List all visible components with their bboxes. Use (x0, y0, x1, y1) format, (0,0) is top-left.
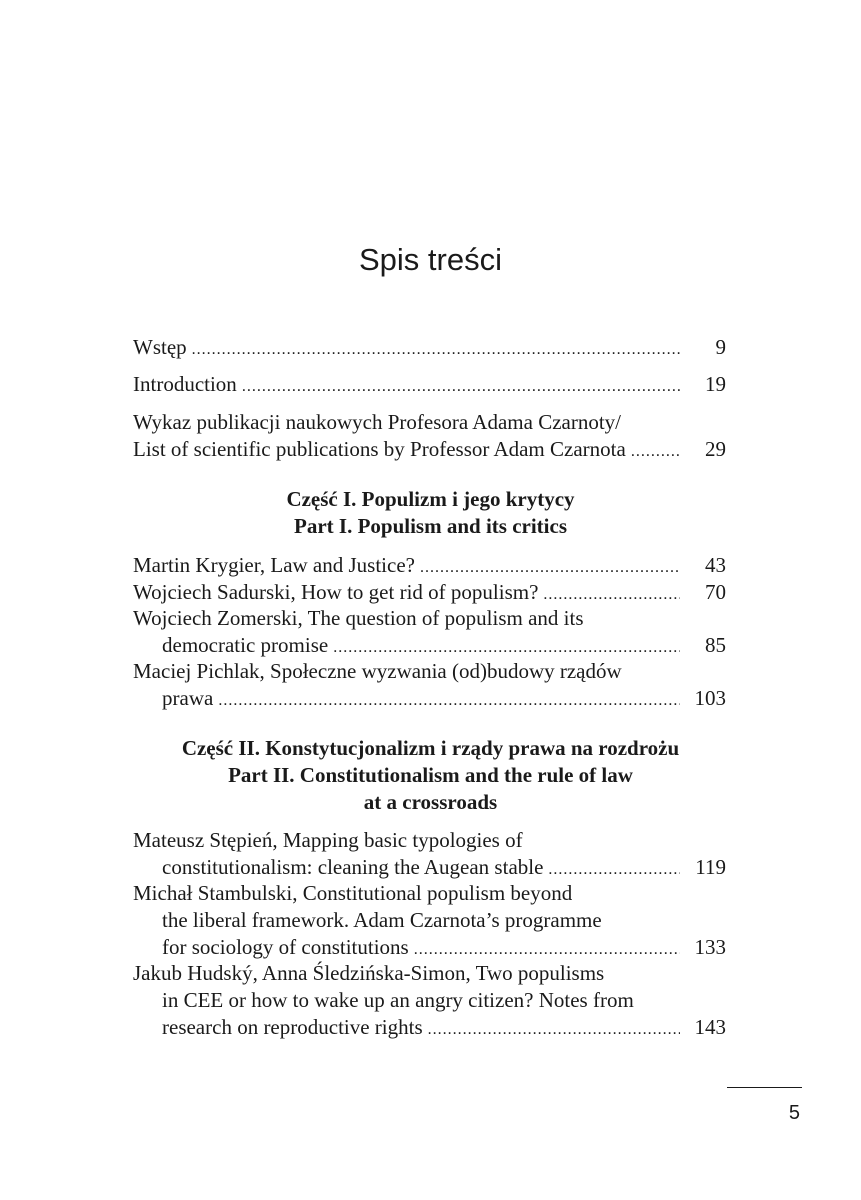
dot-leader (192, 336, 680, 363)
toc-entry-pichlak[interactable] (133, 658, 726, 712)
part1-heading-pl: Część I. Populizm i jego krytycy (286, 487, 575, 511)
dot-leader (631, 438, 680, 465)
entry-title-line-1: Mateusz Stępień, Mapping basic typologies of (133, 828, 523, 852)
entry-title: Introduction (133, 372, 237, 396)
dot-leader (333, 634, 680, 661)
toc-entry-publications[interactable] (133, 409, 726, 463)
toc-entry-hudsky[interactable] (133, 960, 726, 1041)
entry-title-line-3: for sociology of constitutions (162, 935, 409, 959)
dot-leader (420, 554, 680, 581)
entry-page: 119 (695, 855, 726, 879)
toc-entry-zomerski[interactable] (133, 605, 726, 659)
entry-title-line-2: democratic promise (162, 633, 329, 657)
entry-page: 143 (694, 1015, 726, 1039)
entry-title-line-1: Wykaz publikacji naukowych Profesora Adama Czarnoty/ (133, 410, 622, 434)
toc-entry-wstep[interactable] (133, 334, 726, 361)
dot-leader (548, 856, 680, 883)
toc-entry-krygier[interactable] (133, 552, 726, 579)
toc-entry-sadurski[interactable] (133, 579, 726, 606)
entry-page: 29 (705, 437, 726, 461)
entry-title-line-2: prawa (162, 686, 214, 710)
dot-leader (242, 373, 680, 400)
toc-entry-stepien[interactable] (133, 827, 726, 881)
part2-heading-en-2: at a crossroads (363, 790, 498, 814)
entry-title-line-1: Michał Stambulski, Constitutional populism beyond (133, 881, 573, 905)
entry-title-line-1: Jakub Hudský, Anna Śledzińska-Simon, Two populisms (133, 961, 605, 985)
entry-title-line-2: List of scientific publications by Professor Adam Czarnota (133, 437, 626, 461)
dot-leader (414, 936, 680, 963)
part2-heading (0, 735, 861, 816)
entry-title-line-2: the liberal framework. Adam Czarnota’s programme (162, 908, 602, 932)
part1-heading-en: Part I. Populism and its critics (294, 514, 567, 538)
entry-title: Wstęp (133, 335, 187, 359)
part2-heading-en-1: Part II. Constitutionalism and the rule of law (228, 763, 633, 787)
dot-leader (543, 581, 680, 608)
part2-heading-pl: Część II. Konstytucjonalizm i rządy prawa na rozdrożu (181, 736, 680, 760)
entry-page: 43 (705, 553, 726, 577)
entry-title: Wojciech Sadurski, How to get rid of populism? (133, 580, 539, 604)
entry-page: 133 (694, 935, 726, 959)
page-title: Spis treści (359, 242, 502, 277)
entry-title: Martin Krygier, Law and Justice? (133, 553, 415, 577)
toc-entry-introduction[interactable] (133, 371, 726, 398)
dot-leader (428, 1016, 680, 1043)
part1-heading (0, 486, 861, 540)
entry-title-line-3: research on reproductive rights (162, 1015, 423, 1039)
entry-title-line-1: Wojciech Zomerski, The question of populism and its (133, 606, 584, 630)
toc-entry-stambulski[interactable] (133, 880, 726, 961)
entry-title-line-2: in CEE or how to wake up an angry citizen? Notes from (162, 988, 634, 1012)
entry-page: 9 (715, 335, 726, 359)
entry-title-line-1: Maciej Pichlak, Społeczne wyzwania (od)budowy rządów (133, 659, 622, 683)
entry-page: 70 (705, 580, 726, 604)
dot-leader (218, 687, 680, 714)
entry-page: 19 (705, 372, 726, 396)
footer-rule (727, 1087, 802, 1088)
entry-page: 103 (694, 686, 726, 710)
entry-title-line-2: constitutionalism: cleaning the Augean stable (162, 855, 544, 879)
entry-page: 85 (705, 633, 726, 657)
page-number: 5 (788, 1102, 800, 1124)
